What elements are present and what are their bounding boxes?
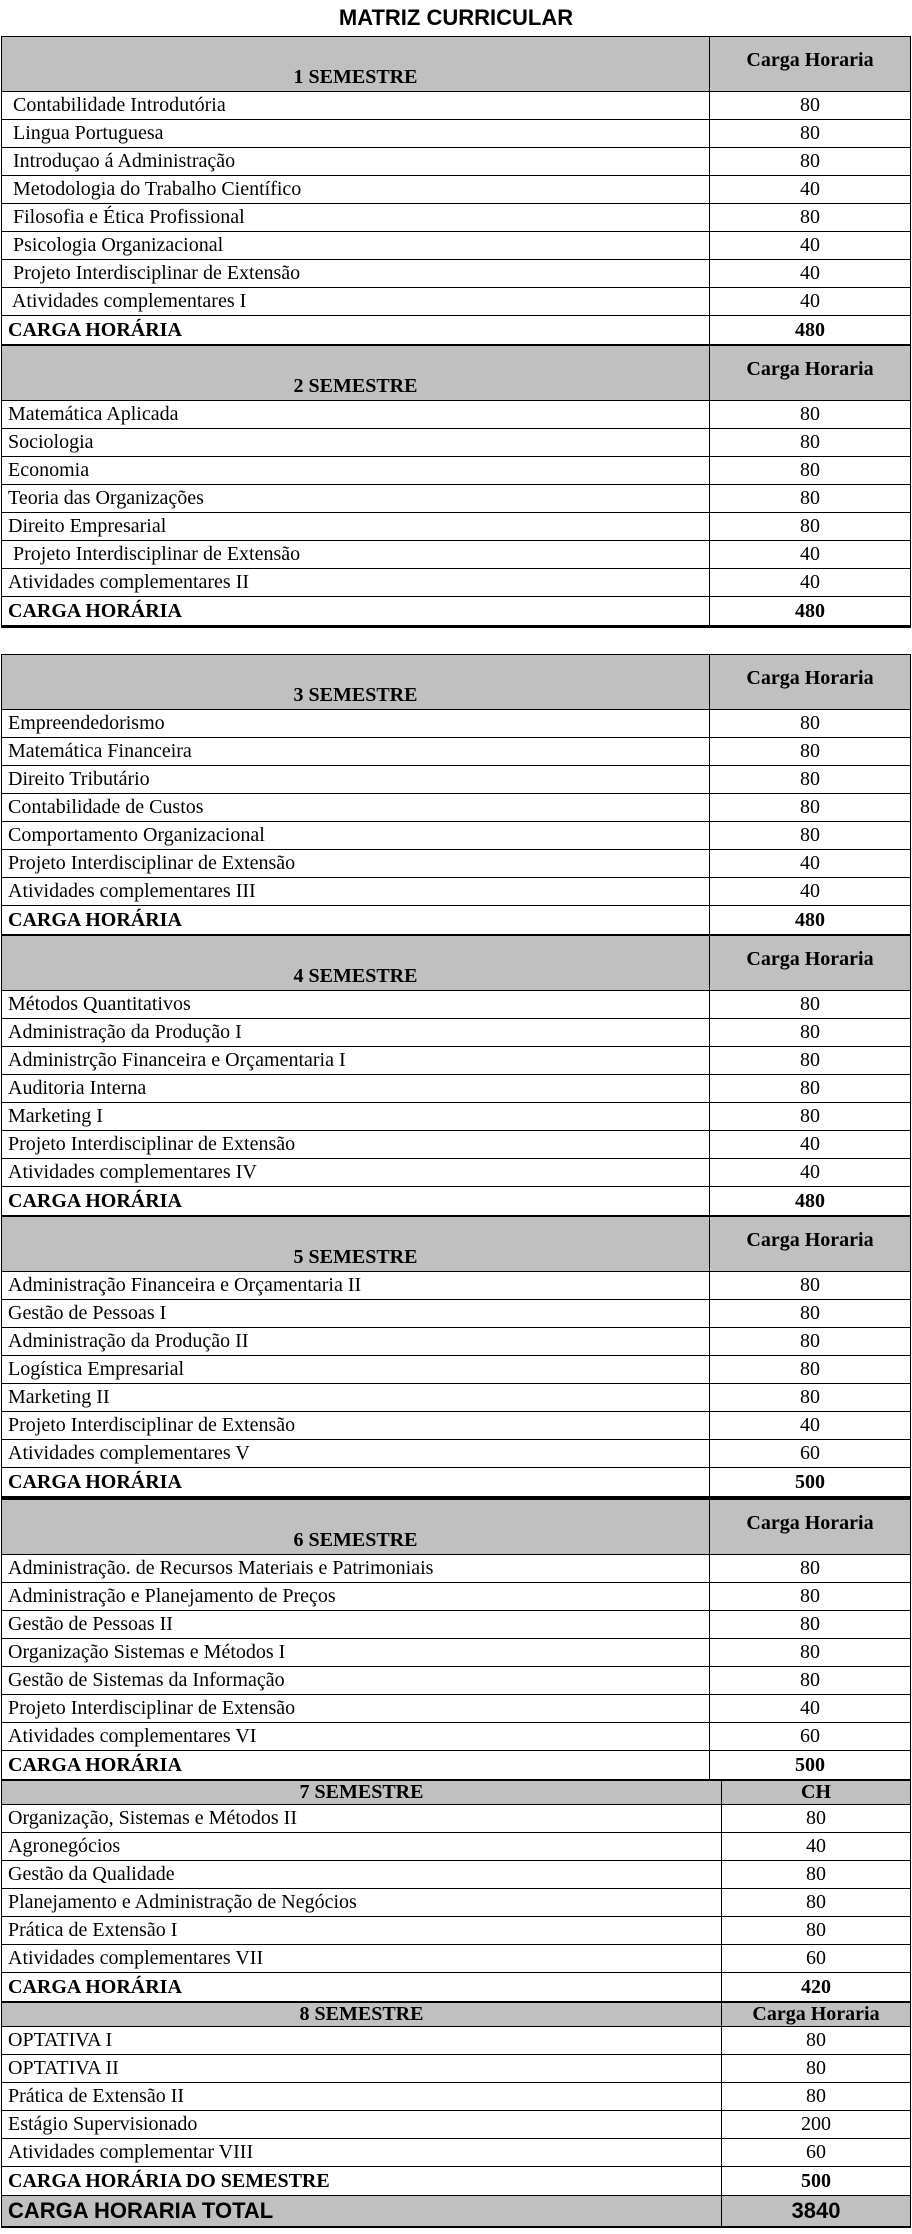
semester-total-hours: 480 xyxy=(710,316,911,345)
semester-name: 5 SEMESTRE xyxy=(2,1217,710,1272)
course-row xyxy=(2,204,911,232)
course-hours: 40 xyxy=(710,541,911,569)
semester-total-row xyxy=(2,1751,911,1780)
semester-table xyxy=(1,1216,911,1499)
hours-column-header: Carga Horaria xyxy=(710,1217,911,1272)
course-name: Gestão da Qualidade xyxy=(2,1861,722,1889)
course-hours: 80 xyxy=(710,738,911,766)
course-name: Filosofia e Ética Profissional xyxy=(2,204,710,232)
course-hours: 80 xyxy=(710,120,911,148)
course-hours: 80 xyxy=(710,1583,911,1611)
course-hours: 40 xyxy=(710,1131,911,1159)
semester-total-label: CARGA HORÁRIA xyxy=(2,597,710,627)
semester-table xyxy=(1,1499,911,1780)
semester-name: 7 SEMESTRE xyxy=(2,1781,722,1805)
course-hours: 80 xyxy=(710,1019,911,1047)
course-hours: 80 xyxy=(710,1328,911,1356)
semester-table xyxy=(1,36,911,345)
semester-total-row xyxy=(2,1468,911,1498)
course-name: Administração da Produção I xyxy=(2,1019,710,1047)
course-hours: 60 xyxy=(710,1723,911,1751)
course-name: Teoria das Organizações xyxy=(2,485,710,513)
course-row xyxy=(2,1356,911,1384)
course-hours: 80 xyxy=(722,1917,911,1945)
course-hours: 80 xyxy=(710,822,911,850)
course-hours: 80 xyxy=(722,2027,911,2055)
grand-total-hours: 3840 xyxy=(722,2196,911,2228)
grand-total-row xyxy=(2,2196,911,2228)
course-row xyxy=(2,1723,911,1751)
course-name: Organização, Sistemas e Métodos II xyxy=(2,1805,722,1833)
course-hours: 80 xyxy=(722,1805,911,1833)
course-hours: 40 xyxy=(710,288,911,316)
semester-header-row xyxy=(2,1500,911,1555)
course-row xyxy=(2,1131,911,1159)
course-name: Atividades complementares II xyxy=(2,569,710,597)
course-name: Matemática Financeira xyxy=(2,738,710,766)
course-row xyxy=(2,120,911,148)
semester-name: 3 SEMESTRE xyxy=(2,655,710,710)
course-row xyxy=(2,92,911,120)
course-name: Comportamento Organizacional xyxy=(2,822,710,850)
semester-header-row xyxy=(2,1781,911,1805)
semester-total-label: CARGA HORÁRIA xyxy=(2,906,710,935)
course-row xyxy=(2,1440,911,1468)
semester-header-row xyxy=(2,346,911,401)
semester-header-row xyxy=(2,2003,911,2027)
course-hours: 80 xyxy=(710,92,911,120)
course-name: Empreendedorismo xyxy=(2,710,710,738)
course-row xyxy=(2,1861,911,1889)
semester-total-row xyxy=(2,1187,911,1216)
course-hours: 80 xyxy=(710,1103,911,1131)
semester-total-row xyxy=(2,316,911,345)
course-hours: 80 xyxy=(710,148,911,176)
course-hours: 80 xyxy=(710,204,911,232)
course-row xyxy=(2,1611,911,1639)
course-name: Planejamento e Administração de Negócios xyxy=(2,1889,722,1917)
course-name: Metodologia do Trabalho Científico xyxy=(2,176,710,204)
course-row xyxy=(2,1555,911,1583)
course-name: Atividades complementares VI xyxy=(2,1723,710,1751)
semester-table xyxy=(1,2002,911,2228)
course-name: Gestão de Sistemas da Informação xyxy=(2,1667,710,1695)
semester-name: 8 SEMESTRE xyxy=(2,2003,722,2027)
course-row xyxy=(2,2027,911,2055)
course-row xyxy=(2,232,911,260)
course-row xyxy=(2,1583,911,1611)
course-hours: 40 xyxy=(710,878,911,906)
course-name: Administração Financeira e Orçamentaria II xyxy=(2,1272,710,1300)
course-hours: 60 xyxy=(722,1945,911,1973)
course-hours: 80 xyxy=(710,1555,911,1583)
course-row xyxy=(2,1412,911,1440)
semester-total-row xyxy=(2,597,911,627)
course-row xyxy=(2,710,911,738)
semester-name: 4 SEMESTRE xyxy=(2,936,710,991)
course-row xyxy=(2,401,911,429)
course-row xyxy=(2,878,911,906)
course-row xyxy=(2,822,911,850)
course-hours: 40 xyxy=(722,1833,911,1861)
course-hours: 80 xyxy=(710,1075,911,1103)
course-name: OPTATIVA I xyxy=(2,2027,722,2055)
course-name: Atividades complementares III xyxy=(2,878,710,906)
course-name: Contabilidade de Custos xyxy=(2,794,710,822)
course-name: Direito Tributário xyxy=(2,766,710,794)
course-row xyxy=(2,1889,911,1917)
course-name: Projeto Interdisciplinar de Extensão xyxy=(2,541,710,569)
course-row xyxy=(2,766,911,794)
course-row xyxy=(2,794,911,822)
semester-total-hours: 480 xyxy=(710,906,911,935)
document-title: MATRIZ CURRICULAR xyxy=(338,5,574,30)
course-row xyxy=(2,1805,911,1833)
course-row xyxy=(2,457,911,485)
course-hours: 40 xyxy=(710,569,911,597)
semester-total-row xyxy=(2,906,911,935)
course-row xyxy=(2,2055,911,2083)
semester-header-row xyxy=(2,936,911,991)
course-hours: 80 xyxy=(710,1611,911,1639)
course-hours: 80 xyxy=(710,1047,911,1075)
course-hours: 80 xyxy=(710,457,911,485)
course-row xyxy=(2,1833,911,1861)
course-row xyxy=(2,850,911,878)
course-name: Prática de Extensão II xyxy=(2,2083,722,2111)
course-name: Auditoria Interna xyxy=(2,1075,710,1103)
course-hours: 80 xyxy=(722,1889,911,1917)
course-hours: 40 xyxy=(710,1695,911,1723)
course-name: Agronegócios xyxy=(2,1833,722,1861)
semester-header-row xyxy=(2,1217,911,1272)
semester-total-hours: 500 xyxy=(722,2167,911,2196)
course-hours: 40 xyxy=(710,260,911,288)
semester-header-row xyxy=(2,37,911,92)
course-name: Projeto Interdisciplinar de Extensão xyxy=(2,1412,710,1440)
course-row xyxy=(2,738,911,766)
course-hours: 80 xyxy=(710,1300,911,1328)
semester-table xyxy=(1,1780,911,2002)
course-name: Economia xyxy=(2,457,710,485)
course-name: Gestão de Pessoas I xyxy=(2,1300,710,1328)
hours-column-header: Carga Horaria xyxy=(710,936,911,991)
course-hours: 80 xyxy=(710,1272,911,1300)
semester-total-hours: 500 xyxy=(710,1468,911,1498)
course-row xyxy=(2,176,911,204)
course-row xyxy=(2,1667,911,1695)
semester-header-row xyxy=(2,655,911,710)
hours-column-header: Carga Horaria xyxy=(710,346,911,401)
course-hours: 60 xyxy=(710,1440,911,1468)
hours-column-header: Carga Horaria xyxy=(710,655,911,710)
semester-total-hours: 480 xyxy=(710,597,911,627)
course-hours: 60 xyxy=(722,2139,911,2167)
course-name: Atividades complementar VIII xyxy=(2,2139,722,2167)
course-row xyxy=(2,1945,911,1973)
course-row xyxy=(2,1384,911,1412)
course-hours: 200 xyxy=(722,2111,911,2139)
course-hours: 80 xyxy=(722,2055,911,2083)
semester-total-hours: 480 xyxy=(710,1187,911,1216)
course-hours: 40 xyxy=(710,850,911,878)
course-row xyxy=(2,2111,911,2139)
course-hours: 40 xyxy=(710,176,911,204)
grand-total-label: CARGA HORARIA TOTAL xyxy=(2,2196,722,2228)
course-hours: 80 xyxy=(710,794,911,822)
course-name: Sociologia xyxy=(2,429,710,457)
course-hours: 80 xyxy=(710,991,911,1019)
course-name: OPTATIVA II xyxy=(2,2055,722,2083)
course-name: Organização Sistemas e Métodos I xyxy=(2,1639,710,1667)
course-name: Projeto Interdisciplinar de Extensão xyxy=(2,1695,710,1723)
course-row xyxy=(2,1103,911,1131)
hours-column-header: Carga Horaria xyxy=(710,1500,911,1555)
semester-total-label: CARGA HORÁRIA xyxy=(2,1973,722,2002)
hours-column-header: Carga Horaria xyxy=(710,37,911,92)
course-hours: 80 xyxy=(710,429,911,457)
course-name: Introduçao á Administração xyxy=(2,148,710,176)
course-name: Estágio Supervisionado xyxy=(2,2111,722,2139)
course-name: Psicologia Organizacional xyxy=(2,232,710,260)
course-row xyxy=(2,1047,911,1075)
course-row xyxy=(2,1917,911,1945)
semester-total-hours: 420 xyxy=(722,1973,911,2002)
course-name: Administração. de Recursos Materiais e Patrimoniais xyxy=(2,1555,710,1583)
course-row xyxy=(2,1075,911,1103)
course-hours: 40 xyxy=(710,1412,911,1440)
semester-name: 1 SEMESTRE xyxy=(2,37,710,92)
course-hours: 80 xyxy=(710,766,911,794)
course-hours: 40 xyxy=(710,232,911,260)
course-hours: 80 xyxy=(710,710,911,738)
course-name: Gestão de Pessoas II xyxy=(2,1611,710,1639)
course-name: Métodos Quantitativos xyxy=(2,991,710,1019)
course-row xyxy=(2,485,911,513)
course-row xyxy=(2,1695,911,1723)
course-row xyxy=(2,569,911,597)
course-name: Atividades complementares V xyxy=(2,1440,710,1468)
course-name: Atividades complementares VII xyxy=(2,1945,722,1973)
course-hours: 40 xyxy=(710,1159,911,1187)
course-hours: 80 xyxy=(722,1861,911,1889)
course-row xyxy=(2,148,911,176)
semester-total-label: CARGA HORÁRIA DO SEMESTRE xyxy=(2,2167,722,2196)
course-name: Marketing I xyxy=(2,1103,710,1131)
semester-total-label: CARGA HORÁRIA xyxy=(2,1468,710,1498)
course-row xyxy=(2,429,911,457)
course-hours: 80 xyxy=(710,1667,911,1695)
course-name: Projeto Interdisciplinar de Extensão xyxy=(2,260,710,288)
semester-total-row xyxy=(2,2167,911,2196)
course-name: Administração da Produção II xyxy=(2,1328,710,1356)
semester-table xyxy=(1,345,911,628)
course-name: Marketing II xyxy=(2,1384,710,1412)
semester-total-hours: 500 xyxy=(710,1751,911,1780)
semester-total-label: CARGA HORÁRIA xyxy=(2,1187,710,1216)
semester-name: 6 SEMESTRE xyxy=(2,1500,710,1555)
course-hours: 80 xyxy=(710,1639,911,1667)
course-row xyxy=(2,1328,911,1356)
course-hours: 80 xyxy=(710,1384,911,1412)
course-name: Projeto Interdisciplinar de Extensão xyxy=(2,1131,710,1159)
course-name: Atividades complementares IV xyxy=(2,1159,710,1187)
course-hours: 80 xyxy=(710,1356,911,1384)
course-row xyxy=(2,2139,911,2167)
course-name: Projeto Interdisciplinar de Extensão xyxy=(2,850,710,878)
semester-name: 2 SEMESTRE xyxy=(2,346,710,401)
course-name: Logística Empresarial xyxy=(2,1356,710,1384)
course-name: Direito Empresarial xyxy=(2,513,710,541)
semester-table xyxy=(1,935,911,1216)
course-row xyxy=(2,1639,911,1667)
course-row xyxy=(2,991,911,1019)
hours-column-header: CH xyxy=(722,1781,911,1805)
course-row xyxy=(2,2083,911,2111)
hours-column-header: Carga Horaria xyxy=(722,2003,911,2027)
course-row xyxy=(2,260,911,288)
curriculum-matrix xyxy=(0,36,912,2228)
course-hours: 80 xyxy=(710,513,911,541)
semester-total-row xyxy=(2,1973,911,2002)
course-row xyxy=(2,1019,911,1047)
course-row xyxy=(2,1159,911,1187)
section-spacer xyxy=(0,628,912,654)
course-hours: 80 xyxy=(722,2083,911,2111)
semester-total-label: CARGA HORÁRIA xyxy=(2,1751,710,1780)
course-row xyxy=(2,1272,911,1300)
course-name: Administração e Planejamento de Preços xyxy=(2,1583,710,1611)
course-name: Prática de Extensão I xyxy=(2,1917,722,1945)
semester-table xyxy=(1,654,911,935)
course-name: Atividades complementares I xyxy=(2,288,710,316)
course-name: Contabilidade Introdutória xyxy=(2,92,710,120)
course-row xyxy=(2,1300,911,1328)
course-row xyxy=(2,288,911,316)
course-name: Matemática Aplicada xyxy=(2,401,710,429)
course-name: Administrção Financeira e Orçamentaria I xyxy=(2,1047,710,1075)
semester-total-label: CARGA HORÁRIA xyxy=(2,316,710,345)
course-row xyxy=(2,513,911,541)
course-hours: 80 xyxy=(710,485,911,513)
course-hours: 80 xyxy=(710,401,911,429)
course-row xyxy=(2,541,911,569)
course-name: Lingua Portuguesa xyxy=(2,120,710,148)
